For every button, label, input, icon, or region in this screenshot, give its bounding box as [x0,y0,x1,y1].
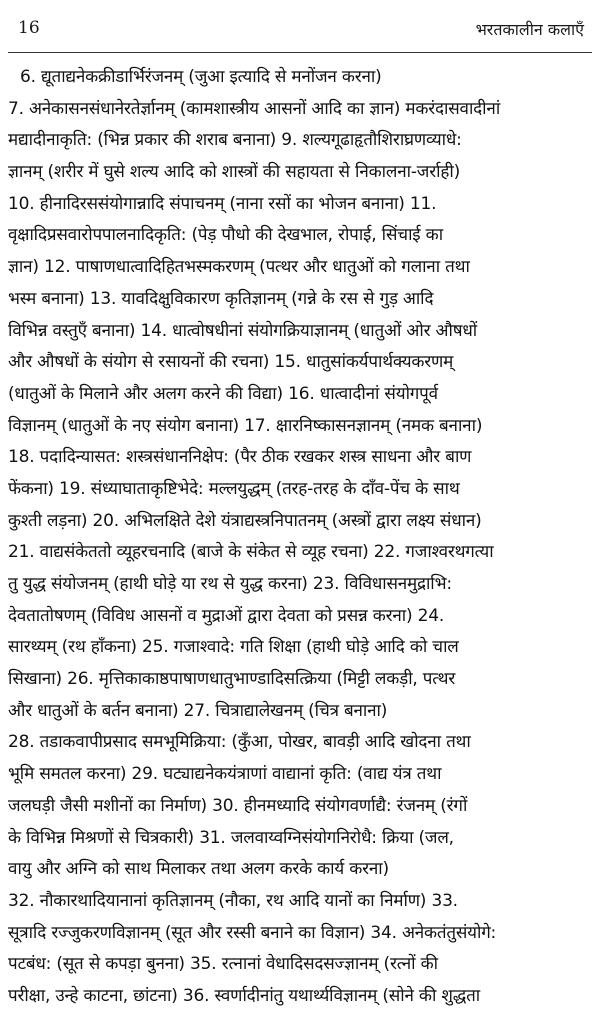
text-line: 10. हीनादिरससंयोगान्नादि संपाचनम् (नाना रसों का भोजन बनाना) 11. [8,193,437,214]
text-line: फेंकना) 19. संध्याघाताकृष्टिभेदे: मल्लयुद्धम् (तरह-तरह के दाँव-पेंच के साथ [8,478,460,499]
text-line: 18. पदादिन्यासत: शस्त्रसंधाननिक्षेप: (पैर ठीक रखकर शस्त्र साधना और बाण [8,447,472,468]
text-line: सारथ्यम् (रथ हाँकना) 25. गजाश्वादे: गति शिक्षा (हाथी घोड़े आदि को चाल [8,637,459,658]
text-line: वायु और अग्नि को साथ मिलाकर तथा अलग करके कार्य करना) [8,859,389,880]
text-line: परीक्षा, उन्हे काटना, छांटना) 36. स्वर्णादीनांतु यथार्थ्यविज्ञानम् (सोने की शुद्धता [8,985,481,1006]
text-line: 21. वाद्यसंकेततो व्यूहरचनादि (बाजे के संकेत से व्यूह रचना) 22. गजाश्वरथगत्या [8,542,494,563]
body-text [8,62,592,1013]
text-line: के विभिन्न मिश्रणों से चित्रकारी) 31. जलवाय्वग्निसंयोगनिरोधै: क्रिया (जल, [8,827,454,848]
running-title: भरतकालीन कलाएँ [475,20,584,39]
text-line: 32. नौकारथादियानानां कृतिज्ञानम् (नौका, रथ आदि यानों का निर्माण) 33. [8,890,458,911]
text-line: विभिन्न वस्तुएँ बनाना) 14. धात्वोषधीनां संयोगक्रियाज्ञानम् (धातुओं ओर औषधों [8,320,477,341]
page-header [0,0,600,58]
text-line: सिखाना) 26. मृत्तिकाकाष्ठपाषाणधातुभाण्डादिसत्क्रिया (मिट्टी लकड़ी, पत्थर [8,669,456,690]
page-number: 16 [18,18,40,38]
text-line: ज्ञानम् (शरीर में घुसे शल्य आदि को शास्त्रों की सहायता से निकालना-जर्राही) [8,162,461,183]
header-rule [8,52,592,53]
text-line: देवतातोषणम् (विविध आसनों व मुद्राओं द्वारा देवता को प्रसन्न करना) 24. [8,605,445,626]
text-line: वृक्षादिप्रसवारोपपालनादिकृति: (पेड़ पौधो की देखभाल, रोपाई, सिंचाई का [8,225,443,246]
text-line: ज्ञान) 12. पाषाणधात्वादिहितभस्मकरणम् (पत्थर और धातुओं को गलाना तथा [8,257,470,278]
text-line: 7. अनेकासनसंधानेरतेर्ज्ञानम् (कामशास्त्रीय आसनों आदि का ज्ञान) मकरंदासवादीनां [8,98,501,119]
text-line: विज्ञानम् (धातुओं के नए संयोग बनाना) 17. क्षारनिष्कासनज्ञानम् (नमक बनाना) [8,415,483,436]
text-line: मद्यादीनाकृति: (भिन्न प्रकार की शराब बनाना) 9. शल्यगूढाहृतौशिराघ्रणव्याधे: [8,130,462,151]
text-line: सूत्रादि रज्जुकरणविज्ञानम् (सूत और रस्सी बनाने का विज्ञान) 34. अनेकतंतुसंयोगे: [8,922,497,943]
text-line: पटबंध: (सूत से कपड़ा बुनना) 35. रत्नानां वेधादिसदसज्ज्ञानम् (रत्नों की [8,954,438,975]
text-line: और औषधों के संयोग से रसायनों की रचना) 15. धातुसांकर्यपार्थक्यकरणम् [8,352,454,373]
text-line: 6. द्यूताद्यनेकक्रीडार्भिरंजनम् (जुआ इत्यादि से मनोंजन करना) [20,67,382,87]
text-line: जलघड़ी जैसी मशीनों का निर्माण) 30. हीनमध्यादि संयोगवर्णाद्यै: रंजनम् (रंगों [8,795,468,816]
text-line: भस्म बनाना) 13. यावदिक्षुविकारण कृतिज्ञानम् (गन्ने के रस से गुड़ आदि [8,288,434,309]
text-line: 28. तडाकवापीप्रसाद समभूमिक्रिया: (कुँआ, पोखर, बावड़ी आदि खोदना तथा [8,732,471,753]
text-line: कुश्ती लड़ना) 20. अभिलक्षिते देशे यंत्राद्यस्त्रनिपातनम् (अस्त्रों द्वारा लक्ष्य संधान) [8,510,482,531]
text-line: और धातुओं के बर्तन बनाना) 27. चित्राद्यालेखनम् (चित्र बनाना) [8,700,388,721]
text-line: (धातुओं के मिलाने और अलग करने की विद्या) 16. धात्वादीनां संयोगपूर्व [8,383,438,404]
text-line: भूमि समतल करना) 29. घट्याद्यनेकयंत्राणां वाद्यानां कृति: (वाद्य यंत्र तथा [8,764,442,785]
text-line: तु युद्ध संयोजनम् (हाथी घोड़े या रथ से युद्ध करना) 23. विविधासनमुद्राभि: [8,574,452,594]
